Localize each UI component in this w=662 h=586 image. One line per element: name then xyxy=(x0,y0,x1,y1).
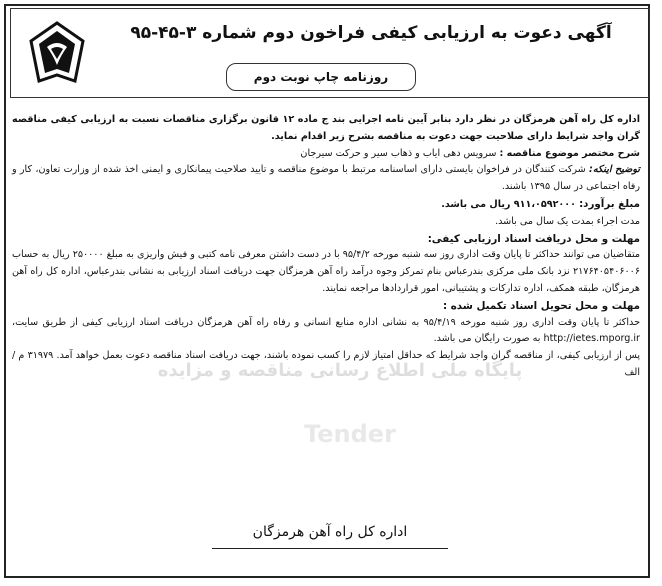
headline: آگهی دعوت به ارزیابی کیفی فراخون دوم شماره ۳-۴۵-۹۵ xyxy=(130,23,612,43)
signature-underline xyxy=(212,548,448,549)
watermark-logo: Tender xyxy=(304,420,396,448)
estimate-line xyxy=(12,196,640,214)
docs-deliver-heading: مهلت و محل تحویل اسناد تکمیل شده : xyxy=(443,299,640,312)
note-text: شرکت کنندگان در فراخوان بایستی دارای اساسنامه مرتبط با موضوع مناقصه و تایید صلاحیت پیمانکاری و ایمنی اخذ شده از وزارت تعاون، کار و رفاه اجتماعی در سال ۱۳۹۵ باشند. xyxy=(12,164,640,193)
summary-value: سرویس دهی ایاب و ذهاب سیر و حرکت سیرجان xyxy=(300,147,497,159)
estimate-value: ۹۱۱،۰۵۹۲۰۰۰ ریال می باشد. xyxy=(441,198,576,210)
intro-paragraph: اداره کل راه آهن هرمزگان در نظر دارد بنابر آیین نامه اجرایی بند ج ماده ۱۲ قانون برگزاری مناقصات نسبت به ارزیابی کیفی مناقصه گران واجد شرایط دارای صلاحیت جهت دعوت به مناقصه بشرح زیر اقدام نماید. xyxy=(12,114,640,142)
signature: اداره کل راه آهن هرمزگان xyxy=(252,524,408,540)
note-label: توضیح اینکه: xyxy=(589,164,640,176)
docs-receive-text: متقاضیان می توانند حداکثر تا پایان وقت اداری روز سه شنبه مورخه ۹۵/۴/۲ با در دست داشتن معرفی نامه کتبی و فیش واریزی به مبلغ ۲۵۰۰۰۰ ریال به حساب ۲۱۷۶۴۰۵۴۰۶۰۰۶ نزد بانک ملی مرکزی بندرعباس بنام تمرکز وجوه درآمد راه آهن هرمزگان جهت دریافت اسناد ارزیابی به نشانی بندرعباس، اداره کل راه آهن هرمزگان، طبقه همکف، اداره تدارکات و پشتیبانی، امور قراردادها مراجعه نمایند. xyxy=(12,249,640,294)
summary-line xyxy=(12,146,640,163)
docs-receive-heading: مهلت و محل دریافت اسناد ارزیابی کیفی: xyxy=(427,232,640,245)
note-paragraph xyxy=(12,162,640,196)
estimate-label: مبلغ برآورد: xyxy=(579,197,640,210)
closing-paragraph: پس از ارزیابی کیفی، از مناقصه گران واجد شرایط که حداقل امتیاز لازم را کسب نموده باشند، جهت دریافت اسناد مناقصه دعوت بعمل خواهد آمد. ۳۱۹۷۹ م /الف xyxy=(12,350,640,378)
docs-deliver-text: حداکثر تا پایان وقت اداری روز شنبه مورخه ۹۵/۴/۱۹ به نشانی اداره منابع انسانی و رفاه راه آهن هرمزگان دریافت اسناد ارزیابی کیفی از طریق سایت، http://ietes.mporg.ir به صورت رایگان می باشد. xyxy=(12,316,640,345)
summary-label: شرح مختصر موضوع مناقصه : xyxy=(499,147,640,159)
announcement-body xyxy=(12,112,640,382)
watermark-text: پایگاه ملی اطلاع رسانی مناقصه و مزایده xyxy=(157,360,523,381)
duration-line: مدت اجراء بمدت یک سال می باشد. xyxy=(495,215,640,227)
header-box xyxy=(10,8,650,98)
railway-logo-icon xyxy=(25,19,89,87)
newspaper-edition: روزنامه چاپ نوبت دوم xyxy=(226,63,416,91)
